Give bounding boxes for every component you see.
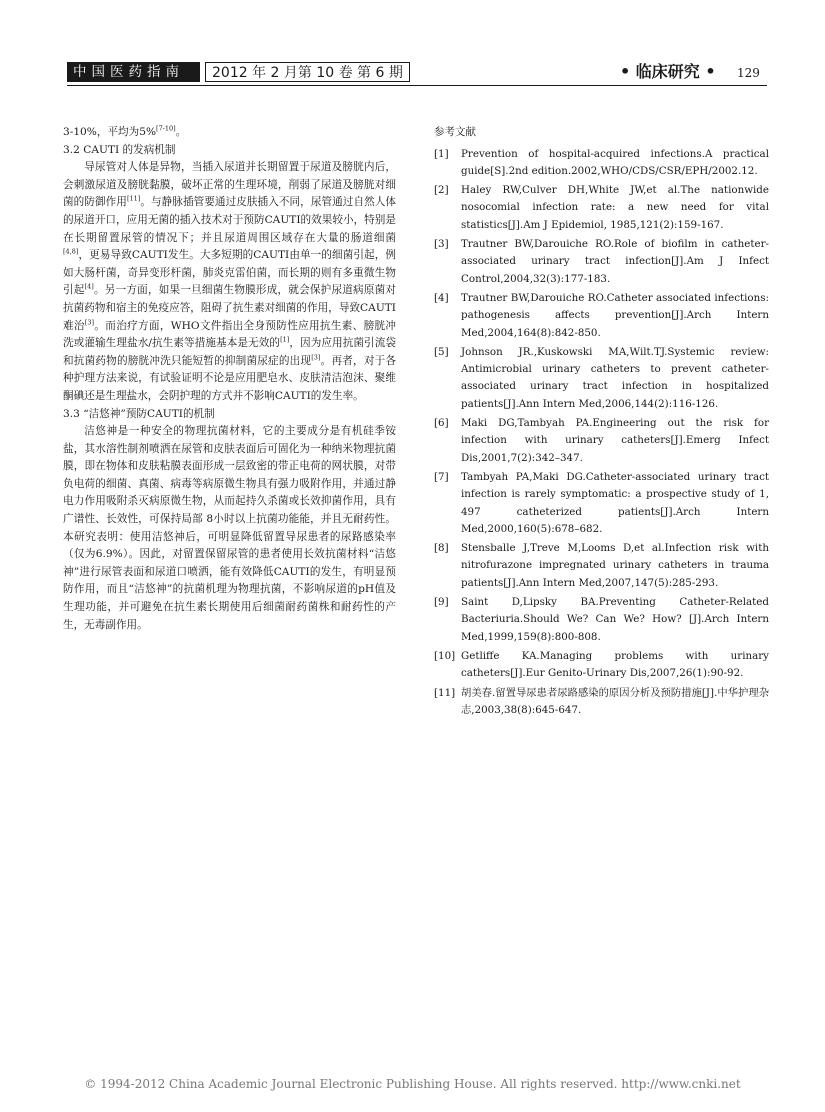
citation[interactable]: [3] [311,353,321,362]
reference-number: [8] [434,542,449,555]
reference-number: [3] [434,238,449,251]
paragraph-continuation: 3-10%，平均为5%[7-10]。 [63,124,187,138]
citation[interactable]: [3] [84,318,95,326]
reference-text: Johnson JR.,Kuskowski MA,Wilt.TJ.Systemic review: Antimicrobial urinary catheters to prevent catheter-associated urinary tract infection in hospitalized patients[J].Ann Intern Med,2006,144(2):116-126. [461,345,769,410]
copyright-footer: © 1994-2012 China Academic Journal Electronic Publishing House. All rights reserved. http://www.cnki.net [84,1077,741,1091]
reference-number: [9] [434,596,449,609]
reference-item [434,648,769,683]
reference-text: Haley RW,Culver DH,White JW,et al.The nationwide nosocomial infection rate: a new need for vital statistics[J].Am J Epidemiol, 1985,121(2):159-167. [461,184,769,231]
reference-number: [1] [434,147,449,160]
citation[interactable]: [4] [84,282,94,291]
reference-text: Getliffe KA.Managing problems with urinary catheters[J].Eur Genito-Urinary Dis,2007,26(1):90-92. [461,649,769,680]
reference-number: [2] [434,184,449,197]
reference-item [434,469,769,538]
citation[interactable]: [11] [126,194,141,203]
reference-item [434,685,769,720]
reference-number: [5] [434,345,449,358]
reference-item [434,344,769,413]
references-heading: 参考文献 [434,126,476,138]
reference-text: Prevention of hospital-acquired infections.A practical guide[S].2nd edition.2002,WHO/CDS/CSR/EPH/2002.12. [461,147,769,177]
citation[interactable]: [7-10] [156,124,176,133]
page-number: 129 [737,66,760,80]
reference-text: Stensballe J,Treve M,Looms D,et al.Infection risk with nitrofurazone impregnated urinary catheters in trauma patients[J].Ann Intern Med,2007,147(5):285-293. [461,542,769,589]
reference-number: [11] [434,686,456,699]
right-column [434,124,769,721]
reference-text: Saint D,Lipsky BA.Preventing Catheter-Related Bacteriuria.Should We? Can We? How? [J].Arch Intern Med,1999,159(8):800-808. [461,596,769,643]
left-column [63,124,396,634]
reference-item [434,146,769,181]
reference-item [434,182,769,234]
reference-number: [4] [434,291,449,304]
reference-item [434,236,769,288]
header-rule [67,85,767,86]
reference-number: [10] [434,649,456,662]
reference-text: Trautner BW,Darouiche RO.Role of biofilm in catheter-associated urinary tract infection[J].Am J Infect Control,2004,32(3):177-183. [461,238,769,285]
paragraph-pathogenesis: 导尿管对人体是异物，当插入尿道并长期留置于尿道及膀胱内后，会刺激尿道及膀胱黏膜，破坏正常的生理环境，削弱了尿道及膀胱对细菌的防御作用[11]。与静脉插管要通过皮肤插入不同，尿管通过自然人体的尿道开口，应用无菌的插入技术对于预防CAUTI的效果较小，特别是在长期留置尿管的情况下；并且尿道周围区域存在大量的肠道细菌[4,8]，更易导致CAUTI发生。大多短期的CAUTI由单一的细菌引起，例如大肠杆菌，奇异变形杆菌，肺炎克雷伯菌，而长期的则有多重微生物引起[4]。另一方面，如果一旦细菌生物膜形成，就会保护尿道病原菌对抗菌药物和宿主的免疫应答，阻碍了抗生素对细菌的作用，导致CAUTI难治[3]。而治疗方面，WHO文件指出全身预防性应用抗生素、膀胱冲洗或灌输生理盐水/抗生素等措施基本是无效的[1]，因为应用抗菌引流袋和抗菌药物的膀胱冲洗只能短暂的抑制菌尿症的出现[3]。再者，对于各种护理方法来说，有试验证明不论是应用肥皂水、皮肤清洁泡沫、聚维酮碘还是生理盐水，会阴护理的方式并不影响CAUTI的发生率。 [63,161,397,402]
reference-list [434,146,769,720]
paragraph-mechanism: 洁悠神是一种安全的物理抗菌材料，它的主要成分是有机硅季铵盐，其水溶性制剂喷洒在尿管和皮肤表面后可固化为一种纳米物理抗菌膜，即在物体和皮肤粘膜表面形成一层致密的带正电荷的网状膜，对带负电荷的细菌、真菌、病毒等病原微生物具有强力吸附作用，并通过静电力作用吸附杀灭病原微生物，从而起持久杀菌或长效抑菌作用，具有广谱性、长效性，可保持局部 8小时以上抗菌功能能，并且无耐药性。本研究表明：使用洁悠神后，可明显降低留置导尿患者的尿路感染率（仅为6.9%）。因此，对留置保留尿管的患者使用长效抗菌材料“洁悠神”进行尿管表面和尿道口喷洒，能有效降低CAUTI的发生，有明显预防作用，而且“洁悠神”的抗菌机理为物理抗菌，不影响尿道的pH值及生理功能，并可避免在抗生素长期使用后细菌耐药菌株和耐药性的产生，无毒副作用。 [63,425,396,631]
reference-text: Maki DG,Tambyah PA.Engineering out the risk for infection with urinary catheters[J].Emerg Infect Dis,2001,7(2):342–347. [461,417,769,464]
section-heading-3-3: 3.3 “洁悠神”预防CAUTI的机制 [63,407,215,420]
reference-text: 胡美春.留置导尿患者尿路感染的原因分析及预防措施[J].中华护理杂志,2003,38(8):645-647. [461,686,769,716]
section-label: • 临床研究 • [620,62,716,81]
reference-item [434,594,769,646]
reference-number: [7] [434,470,449,483]
issue-info: 2012 年 2 月第 10 卷 第 6 期 [205,62,410,82]
reference-item [434,415,769,467]
reference-text: Tambyah PA,Maki DG.Catheter-associated urinary tract infection is rarely symptomatic: a prospective study of 1, 497 catheterized patients[J].Arch Intern Med,2000,160(5):678–682. [461,470,769,535]
reference-text: Trautner BW,Darouiche RO.Catheter associated infections: pathogenesis affects prevention[J].Arch Intern Med,2004,164(8):842-850. [461,291,769,339]
reference-number: [6] [434,417,449,430]
citation[interactable]: [1] [280,335,290,344]
section-heading-3-2: 3.2 CAUTI 的发病机制 [63,143,176,156]
reference-item [434,540,769,592]
running-header [67,62,767,86]
reference-item [434,290,769,342]
journal-name: 中国医药指南 [67,62,200,82]
citation[interactable]: [4,8] [63,247,79,256]
